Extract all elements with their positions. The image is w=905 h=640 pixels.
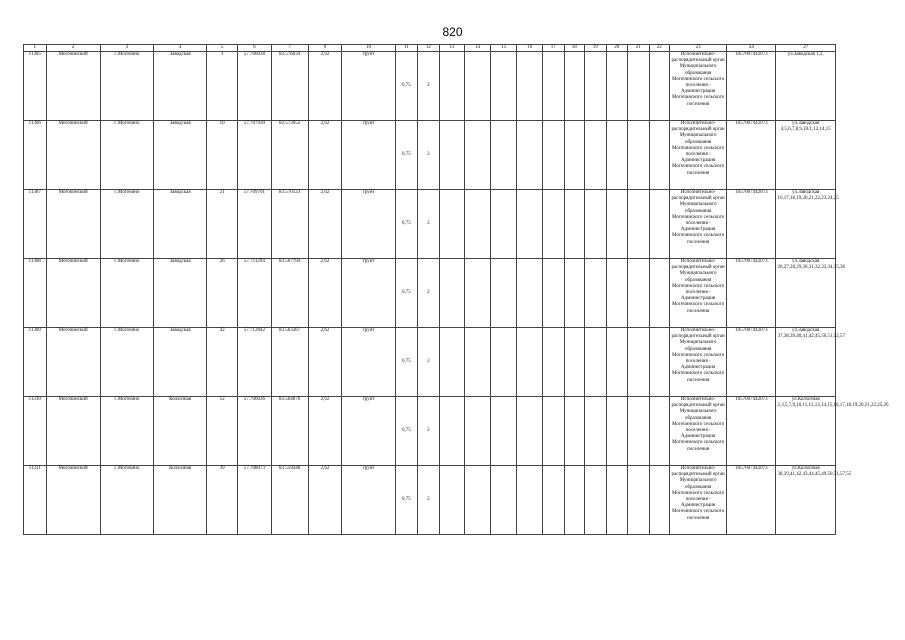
empty-cell [649,466,669,535]
empty-cell [606,52,628,121]
cell-c11: 0,75 [395,259,418,328]
cell-c27: ул.Колхозная 2,3,5,7,9,10,11,12,13,14,15,16,17,18,19,20,21,22,25,26 [776,397,836,466]
cell-c9: 2,62 [308,397,342,466]
empty-cell [490,328,517,397]
cell-c1: 11310 [24,397,47,466]
cell-c24: 1057007442073 [727,259,776,328]
cell-c2: Могочинский [46,52,100,121]
cell-c24: 1057007442073 [727,466,776,535]
cell-c5: 10 [207,121,238,190]
cell-c7: 83.567194 [271,259,308,328]
cell-c1: 11311 [24,466,47,535]
cell-c11: 0,75 [395,466,418,535]
cell-c11: 0,75 [395,190,418,259]
empty-cell [628,466,650,535]
empty-cell [564,190,584,259]
cell-c12: 2 [418,52,440,121]
empty-cell [439,52,465,121]
cell-c23: Исполнительно-распорядительный орган Муниципального образования Могочинского сельского поселения - Администрация Могочинского сельского поселения [669,52,726,121]
empty-cell [543,190,565,259]
cell-c4: Заводская [154,328,207,397]
cell-c5: 39 [207,466,238,535]
cell-c1: 11306 [24,121,47,190]
cell-c10: грунт [342,121,395,190]
cell-c12: 2 [418,397,440,466]
empty-cell [649,328,669,397]
empty-cell [490,52,517,121]
empty-cell [628,121,650,190]
empty-cell [649,121,669,190]
column-number: 10 [342,45,395,52]
road-registry-table [23,44,889,535]
cell-c1: 11307 [24,190,47,259]
empty-cell [585,397,607,466]
empty-cell [585,328,607,397]
cell-c6: 57.709701 [237,190,271,259]
cell-c2: Могочинский [46,466,100,535]
column-number: 14 [465,45,491,52]
empty-cell [490,259,517,328]
empty-cell [564,466,584,535]
cell-c2: Могочинский [46,121,100,190]
empty-cell [649,190,669,259]
cell-c6: 57.706038 [237,52,271,121]
empty-cell [490,466,517,535]
column-number: 5 [207,45,238,52]
empty-cell [606,466,628,535]
empty-cell [564,397,584,466]
cell-c12: 2 [418,190,440,259]
cell-c9: 2,62 [308,328,342,397]
empty-cell [628,190,650,259]
cell-c7: 83.570123 [271,190,308,259]
column-number-header [24,45,836,52]
cell-c27: ул.Заводская 37,38,39,40,41,42,45,50,51,52,57 [776,328,836,397]
empty-cell [649,259,669,328]
column-number: 16 [517,45,543,52]
empty-cell [490,121,517,190]
cell-c23: Исполнительно-распорядительный орган Муниципального образования Могочинского сельского поселения - Администрация Могочинского сельского поселения [669,121,726,190]
empty-cell [628,52,650,121]
cell-c4: Заводская [154,190,207,259]
cell-c3: с.Могочино [100,466,153,535]
table-row [24,121,836,190]
table-row [24,52,836,121]
empty-cell [606,190,628,259]
column-number: 13 [439,45,465,52]
empty-cell [606,121,628,190]
empty-cell [585,52,607,121]
column-number: 24 [727,45,776,52]
table-row [24,328,836,397]
empty-cell [490,397,517,466]
empty-cell [564,121,584,190]
cell-c2: Могочинский [46,259,100,328]
column-number: 6 [237,45,271,52]
cell-c5: 1 [207,52,238,121]
column-number: 3 [100,45,153,52]
empty-cell [490,190,517,259]
empty-cell [543,121,565,190]
empty-cell [543,328,565,397]
empty-cell [585,259,607,328]
empty-cell [439,259,465,328]
cell-c10: грунт [342,328,395,397]
empty-cell [628,397,650,466]
empty-cell [439,328,465,397]
cell-c6: 57.707930 [237,121,271,190]
column-number: 11 [395,45,418,52]
empty-cell [465,259,491,328]
cell-c9: 2,62 [308,259,342,328]
cell-c24: 1057007442073 [727,52,776,121]
empty-cell [517,328,543,397]
cell-c1: 11305 [24,52,47,121]
cell-c23: Исполнительно-распорядительный орган Муниципального образования Могочинского сельского поселения - Администрация Могочинского сельского поселения [669,466,726,535]
empty-cell [628,259,650,328]
cell-c27: ул.Заводская 16,17,18,19,20,21,22,23,24,25 [776,190,836,259]
cell-c1: 11308 [24,259,47,328]
cell-c5: 21 [207,190,238,259]
cell-c4: Заводская [154,121,207,190]
cell-c10: грунт [342,466,395,535]
cell-c5: 26 [207,259,238,328]
empty-cell [585,121,607,190]
cell-c11: 0,75 [395,397,418,466]
empty-cell [543,52,565,121]
cell-c1: 11309 [24,328,47,397]
empty-cell [517,190,543,259]
empty-cell [649,52,669,121]
column-number: 15 [490,45,517,52]
column-number: 18 [564,45,584,52]
cell-c27: ул.Заводская 4,5,6,7,8,9,10/1,12,14,15 [776,121,836,190]
empty-cell [628,328,650,397]
cell-c27: ул.Заводская 1,2, [776,52,836,121]
cell-c9: 2,62 [308,466,342,535]
cell-c3: с.Могочино [100,259,153,328]
empty-cell [564,259,584,328]
cell-c24: 1057007442073 [727,328,776,397]
empty-cell [439,466,465,535]
cell-c2: Могочинский [46,397,100,466]
cell-c6: 57.706036 [237,397,271,466]
cell-c9: 2,62 [308,190,342,259]
cell-c5: 12 [207,397,238,466]
cell-c10: грунт [342,52,395,121]
empty-cell [585,466,607,535]
cell-c23: Исполнительно-распорядительный орган Муниципального образования Могочинского сельского поселения - Администрация Могочинского сельского поселения [669,190,726,259]
cell-c5: 42 [207,328,238,397]
empty-cell [564,52,584,121]
cell-c12: 2 [418,259,440,328]
cell-c3: с.Могочино [100,121,153,190]
cell-c11: 0,75 [395,52,418,121]
empty-cell [517,259,543,328]
column-number: 2 [46,45,100,52]
cell-c6: 57.708073 [237,466,271,535]
empty-cell [517,397,543,466]
column-number: 7 [271,45,308,52]
column-number: 9 [308,45,342,52]
empty-cell [564,328,584,397]
cell-c24: 1057007442073 [727,190,776,259]
empty-cell [439,190,465,259]
column-number: 19 [585,45,607,52]
table-row [24,397,836,466]
cell-c23: Исполнительно-распорядительный орган Муниципального образования Могочинского сельского поселения - Администрация Могочинского сельского поселения [669,328,726,397]
column-number: 20 [606,45,628,52]
cell-c7: 83.573052 [271,121,308,190]
empty-cell [465,397,491,466]
cell-c24: 1057007442073 [727,397,776,466]
empty-cell [649,397,669,466]
empty-cell [439,397,465,466]
table-row [24,259,836,328]
empty-cell [606,259,628,328]
cell-c23: Исполнительно-распорядительный орган Муниципального образования Могочинского сельского поселения - Администрация Могочинского сельского поселения [669,397,726,466]
empty-cell [465,466,491,535]
cell-c4: Заводская [154,52,207,121]
empty-cell [585,190,607,259]
cell-c2: Могочинский [46,328,100,397]
cell-c10: грунт [342,190,395,259]
cell-c3: с.Могочино [100,328,153,397]
cell-c9: 2,62 [308,121,342,190]
empty-cell [543,259,565,328]
empty-cell [465,52,491,121]
table-row [24,190,836,259]
empty-cell [465,190,491,259]
column-number: 22 [649,45,669,52]
empty-cell [517,466,543,535]
empty-cell [465,121,491,190]
empty-cell [543,397,565,466]
cell-c6: 57.712842 [237,328,271,397]
empty-cell [606,397,628,466]
column-number: 12 [418,45,440,52]
column-number: 21 [628,45,650,52]
cell-c27: ул.Заводская 26,27,28,29,30,31,32,33,34,35,36 [776,259,836,328]
cell-c12: 2 [418,121,440,190]
cell-c24: 1057007442073 [727,121,776,190]
cell-c2: Могочинский [46,190,100,259]
cell-c4: Колхозная [154,397,207,466]
empty-cell [517,121,543,190]
column-number: 23 [669,45,726,52]
cell-c11: 0,75 [395,328,418,397]
empty-cell [606,328,628,397]
cell-c6: 57.711294 [237,259,271,328]
table-row [24,466,836,535]
column-number: 1 [24,45,47,52]
cell-c4: Заводская [154,259,207,328]
cell-c3: с.Могочино [100,52,153,121]
cell-c7: 83.564876 [271,397,308,466]
column-number: 17 [543,45,565,52]
cell-c11: 0,75 [395,121,418,190]
empty-cell [517,52,543,121]
cell-c3: с.Могочино [100,397,153,466]
cell-c9: 2,62 [308,52,342,121]
cell-c7: 83.559448 [271,466,308,535]
column-number: 27 [776,45,836,52]
empty-cell [439,121,465,190]
cell-c27: ул.Колхозная 38,39,41,42,43,44,45,49,50,51,57,55 [776,466,836,535]
cell-c10: грунт [342,397,395,466]
cell-c7: 83.563267 [271,328,308,397]
empty-cell [543,466,565,535]
cell-c10: грунт [342,259,395,328]
empty-cell [465,328,491,397]
cell-c4: Колхозная [154,466,207,535]
column-number: 4 [154,45,207,52]
cell-c12: 2 [418,466,440,535]
cell-c3: с.Могочино [100,190,153,259]
page-number: 820 [442,25,463,39]
cell-c7: 83.576034 [271,52,308,121]
cell-c23: Исполнительно-распорядительный орган Муниципального образования Могочинского сельского поселения - Администрация Могочинского сельского поселения [669,259,726,328]
cell-c12: 2 [418,328,440,397]
